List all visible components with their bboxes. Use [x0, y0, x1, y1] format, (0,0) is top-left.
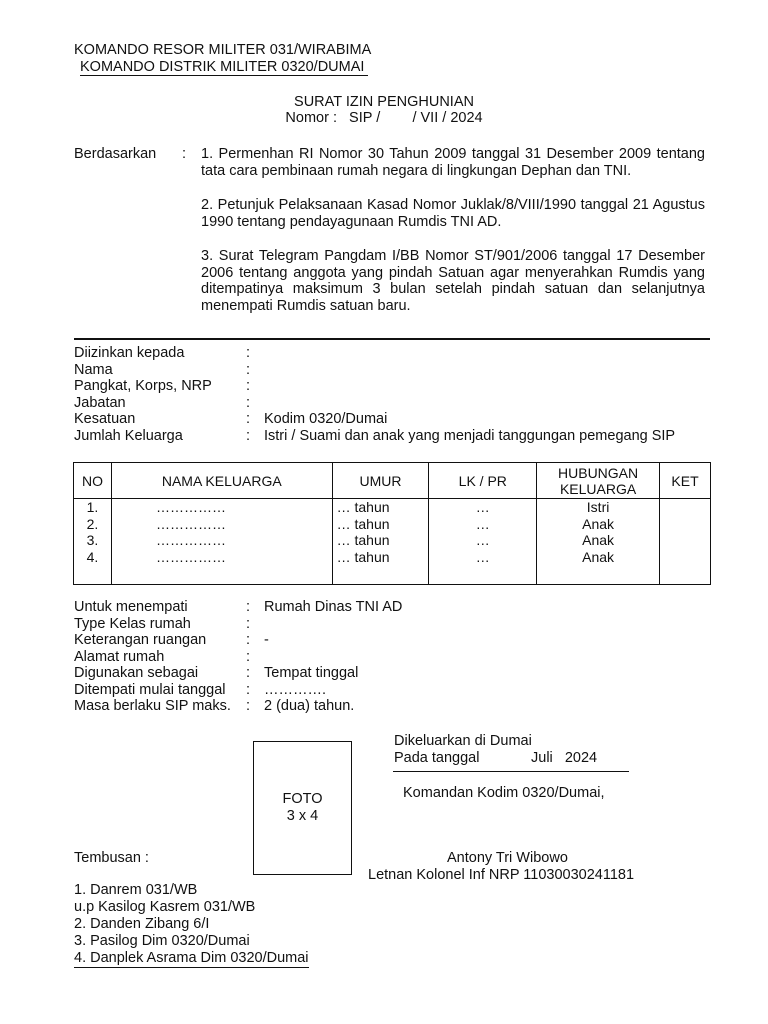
letterhead — [74, 42, 371, 76]
field-value: Tempat tinggal — [264, 665, 359, 681]
issued-place: Dikeluarkan di Dumai — [394, 733, 532, 749]
no-column: 1. 2. 3. 4. — [74, 499, 112, 585]
field-row: Untuk menempati : Rumah Dinas TNI AD — [74, 599, 403, 615]
signer-rank: Letnan Kolonel Inf NRP 11030030241181 — [368, 867, 635, 883]
field-row: Jumlah Keluarga : Istri / Suami dan anak yang menjadi tanggungan pemegang SIP — [74, 427, 676, 444]
field-row: Masa berlaku SIP maks. : 2 (dua) tahun. — [74, 698, 355, 714]
col-header-relation: HUBUNGAN KELUARGA — [537, 463, 660, 499]
field-value: - — [264, 632, 269, 648]
field-row: Nama : — [74, 361, 251, 378]
basis-list — [201, 146, 705, 332]
field-label: Jumlah Keluarga — [74, 427, 183, 444]
basis-item: 3. Surat Telegram Pangdam I/BB Nomor ST/901/2006 tanggal 17 Desember 2006 tentang anggota yang pindah Satuan agar menyerahkan Rumdis yang ditempatinya maksimum 3 bulan setelah pindah satuan dan selanjutnya menempati Rumdis satuan baru. — [201, 248, 705, 314]
permit-fields — [74, 345, 714, 444]
copy-item: u.p Kasilog Kasrem 031/WB — [74, 899, 256, 915]
field-label: Masa berlaku SIP maks. — [74, 698, 231, 714]
name-column: …………… …………… …………… …………… — [111, 499, 332, 585]
family-table — [73, 462, 711, 585]
field-row: Alamat rumah : — [74, 648, 251, 665]
photo-size: 3 x 4 — [286, 808, 319, 824]
photo-label: FOTO — [282, 791, 323, 807]
commander-title: Komandan Kodim 0320/Dumai, — [403, 785, 605, 801]
sex-column: … … … … — [429, 499, 537, 585]
copy-item: 2. Danden Zibang 6/I — [74, 916, 210, 932]
field-row: Keterangan ruangan : - — [74, 632, 269, 648]
house-fields — [74, 599, 714, 715]
field-label: Diizinkan kepada — [74, 345, 185, 361]
field-label: Untuk menempati — [74, 599, 188, 615]
date-underline — [393, 771, 629, 772]
col-header-note: KET — [660, 463, 711, 499]
photo-placeholder — [253, 741, 352, 875]
field-row: Jabatan : — [74, 394, 251, 411]
field-row: Diizinkan kepada : — [74, 345, 251, 361]
basis-label: Berdasarkan — [74, 146, 157, 162]
col-header-sex: LK / PR — [429, 463, 537, 499]
note-column — [660, 499, 711, 585]
copies-label: Tembusan : — [74, 850, 149, 866]
field-label: Pangkat, Korps, NRP — [74, 378, 212, 394]
field-row: Type Kelas rumah : — [74, 615, 251, 632]
issued-date-value: Juli 2024 — [531, 750, 598, 766]
copy-item: 1. Danrem 031/WB — [74, 882, 198, 898]
letterhead-line-1: KOMANDO RESOR MILITER 031/WIRABIMA — [74, 42, 372, 58]
field-row: Pangkat, Korps, NRP : — [74, 378, 251, 394]
field-value: 2 (dua) tahun. — [264, 698, 355, 714]
table-body-row — [74, 499, 711, 585]
field-label: Kesatuan — [74, 411, 136, 427]
field-row: Ditempati mulai tanggal : …………. — [74, 681, 327, 698]
field-label: Ditempati mulai tanggal — [74, 681, 226, 698]
field-label: Alamat rumah — [74, 648, 165, 665]
copy-item: 4. Danplek Asrama Dim 0320/Dumai — [74, 950, 309, 966]
field-row: Digunakan sebagai : Tempat tinggal — [74, 665, 359, 681]
age-column: … tahun … tahun … tahun … tahun — [332, 499, 429, 585]
copies-list — [74, 882, 309, 968]
issued-date-label: Pada tanggal — [394, 750, 480, 766]
relation-column: Istri Anak Anak Anak — [537, 499, 660, 585]
field-label: Jabatan — [74, 394, 126, 411]
field-label: Type Kelas rumah — [74, 615, 191, 632]
document-number: Nomor : SIP / / VII / 2024 — [285, 110, 483, 126]
document-title: SURAT IZIN PENGHUNIAN — [294, 94, 474, 110]
col-header-name: NAMA KELUARGA — [111, 463, 332, 499]
copy-item: 3. Pasilog Dim 0320/Dumai — [74, 933, 250, 949]
signer-name: Antony Tri Wibowo — [447, 850, 568, 866]
field-value: Istri / Suami dan anak yang menjadi tanggungan pemegang SIP — [264, 427, 676, 444]
field-label: Keterangan ruangan — [74, 632, 207, 648]
field-value: Rumah Dinas TNI AD — [264, 599, 403, 615]
basis-item: 1. Permenhan RI Nomor 30 Tahun 2009 tanggal 31 Desember 2009 tentang tata cara pembinaan rumah negara di lingkungan Dephan dan TNI. — [201, 146, 705, 179]
col-header-age: UMUR — [332, 463, 429, 499]
field-value: Kodim 0320/Dumai — [264, 411, 388, 427]
col-header-no: NO — [74, 463, 112, 499]
field-label: Digunakan sebagai — [74, 665, 199, 681]
field-row: Kesatuan : Kodim 0320/Dumai — [74, 411, 388, 427]
basis-item: 2. Petunjuk Pelaksanaan Kasad Nomor Juklak/8/VIII/1990 tanggal 21 Agustus 1990 tentang pendayagunaan Rumdis TNI AD. — [201, 197, 705, 230]
basis-colon: : — [182, 146, 187, 162]
field-value: …………. — [264, 681, 327, 698]
section-divider — [74, 338, 710, 340]
field-label: Nama — [74, 361, 113, 378]
letterhead-line-2: KOMANDO DISTRIK MILITER 0320/DUMAI — [80, 59, 368, 77]
table-header-row — [74, 463, 711, 499]
